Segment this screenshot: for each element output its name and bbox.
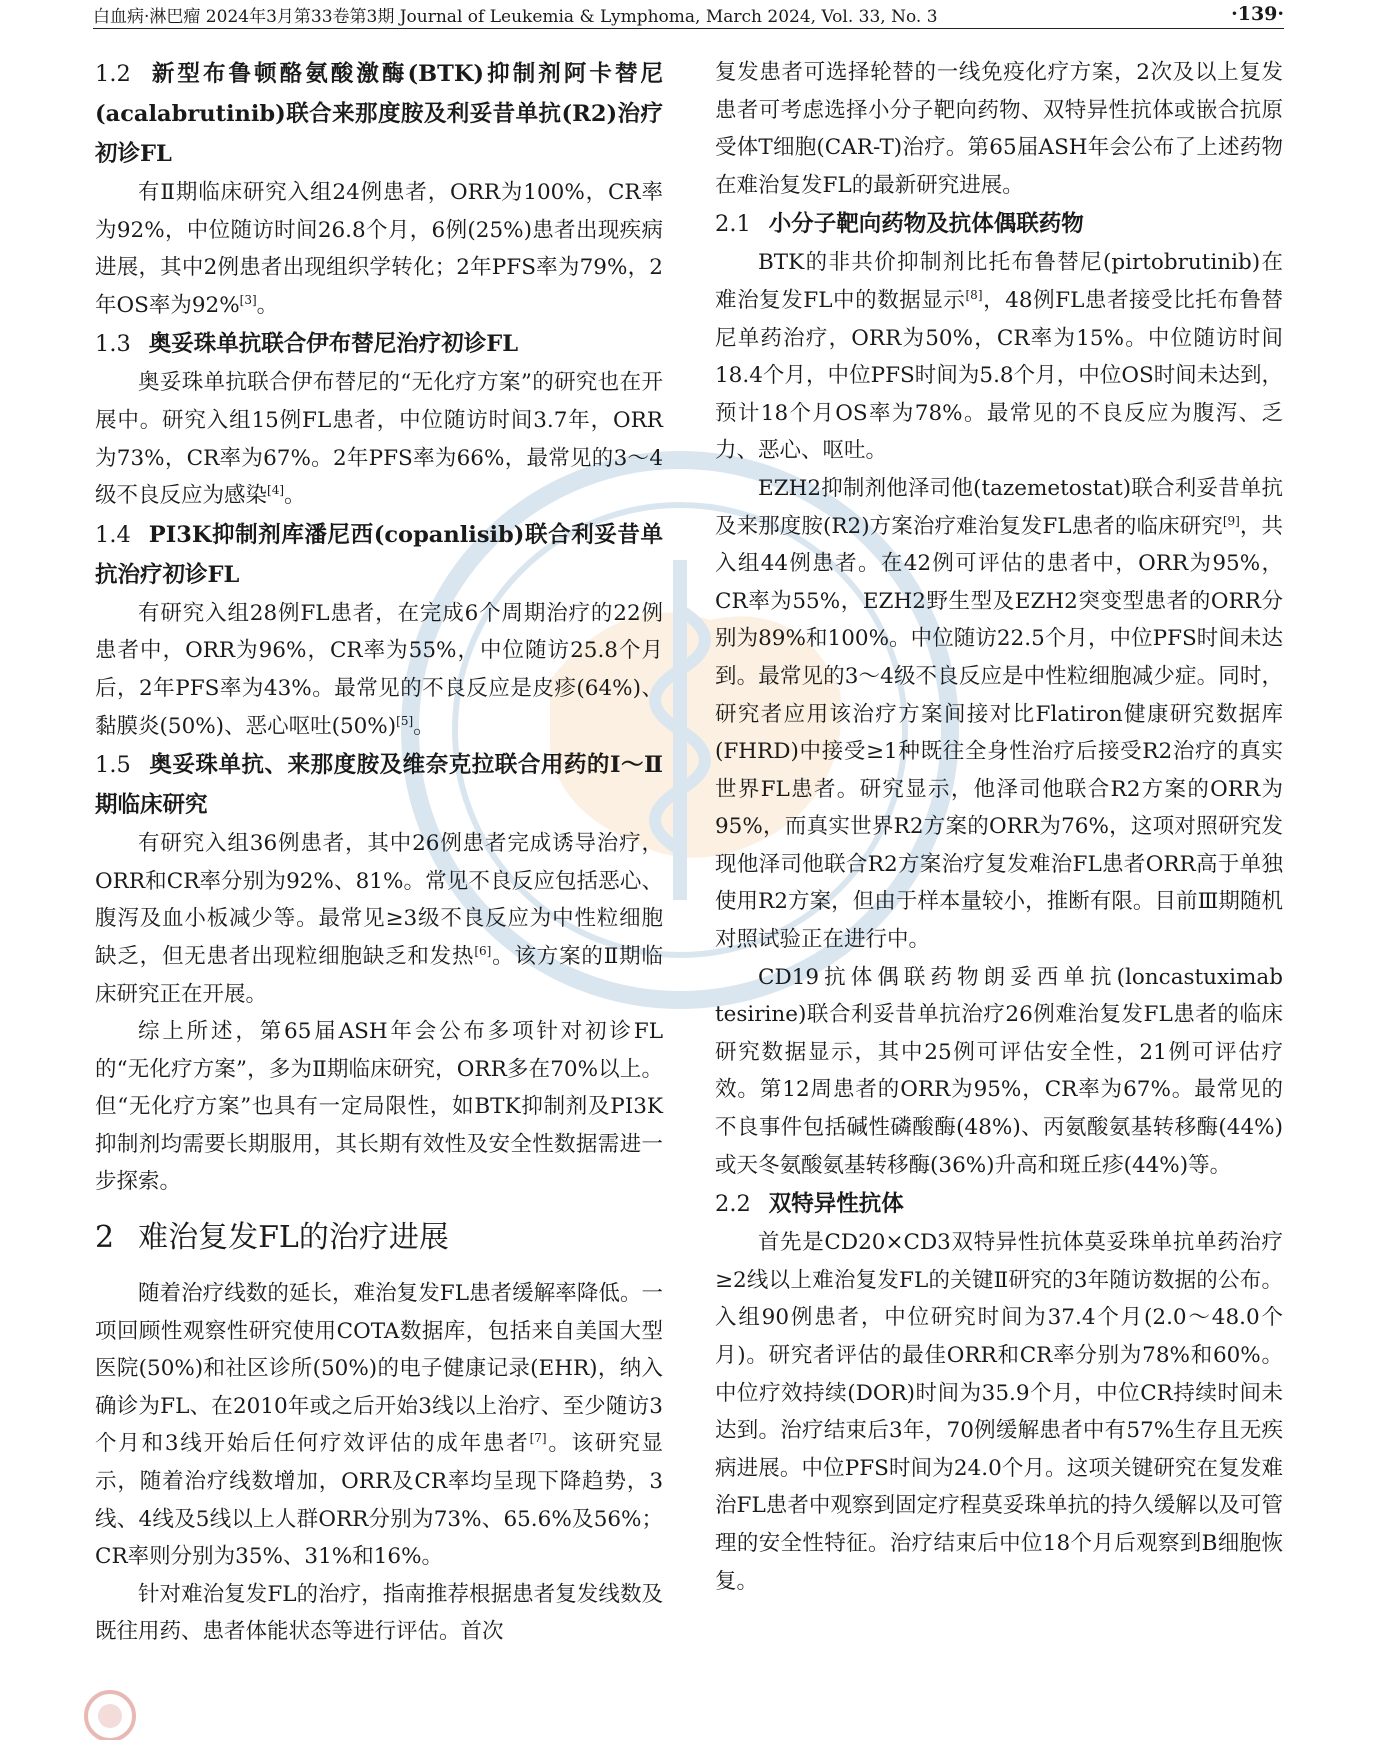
section-2-1-heading: 2.1 小分子靶向药物及抗体偶联药物 — [715, 211, 1084, 238]
running-header — [93, 0, 1284, 29]
section-2-2-para-1: 首先是CD20×CD3双特异性抗体莫妥珠单抗单药治疗≥2线以上难治复发FL的关键Ⅱ研究的3年随访数据的公布。入组90例患者，中位研究时间为37.4个月(2.0～48.0个月)。研究者评估的最佳ORR和CR率分别为78%和60%。中位疗效持续(DOR)时间为35.9个月，中位CR持续时间未达到。治疗结束后3年，70例缓解患者中有57%生存且无疾病进展。中位PFS时间为24.0个月。这项关键研究在复发难治FL患者中观察到固定疗程莫妥珠单抗的持久缓解以及可管理的安全性特征。治疗结束后中位18个月后观察到B细胞恢复。 — [715, 1230, 1283, 1594]
publisher-seal-icon — [80, 1686, 140, 1740]
section-2-1-para-2: EZH2抑制剂他泽司他(tazemetostat)联合利妥昔单抗及来那度胺(R2)方案治疗难治复发FL患者的临床研究[9]，共入组44例患者。在42例可评估的患者中，ORR为95%，CR率为55%，EZH2野生型及EZH2突变型患者的ORR分别为89%和100%。中位随访22.5个月，中位PFS时间未达到。最常见的3～4级不良反应是中性粒细胞减少症。同时，研究者应用该治疗方案间接对比Flatiron健康研究数据库(FHRD)中接受≥1种既往全身性治疗后接受R2治疗的真实世界FL患者。研究显示，他泽司他联合R2方案的ORR为95%，而真实世界R2方案的ORR为76%，这项对照研究发现他泽司他联合R2方案治疗复发难治FL患者ORR高于单独使用R2方案，但由于样本量较小，推断有限。目前Ⅲ期随机对照试验正在进行中。 — [715, 475, 1283, 953]
section-2-1-para-1: BTK的非共价抑制剂比托布鲁替尼(pirtobrutinib)在难治复发FL中的数据显示[8]，48例FL患者接受比托布鲁替尼单药治疗，ORR为50%，CR率为15%。中位随访时间18.4个月，中位PFS时间为5.8个月，中位OS时间未达到，预计18个月OS率为78%。最常见的不良反应为腹泻、乏力、恶心、呕吐。 — [715, 250, 1283, 464]
summary-para: 综上所述，第65届ASH年会公布多项针对初诊FL的“无化疗方案”，多为Ⅱ期临床研究，ORR多在70%以上。但“无化疗方案”也具有一定局限性，如BTK抑制剂及PI3K抑制剂均需要长期服用，其长期有效性及安全性数据需进一步探索。 — [95, 1019, 663, 1195]
section-2-2-heading: 2.2 双特异性抗体 — [715, 1191, 904, 1218]
section-2-heading: 2 难治复发FL的治疗进展 — [95, 1220, 449, 1256]
section-1-3-para: 奥妥珠单抗联合伊布替尼的“无化疗方案”的研究也在开展中。研究入组15例FL患者，中位随访时间3.7年，ORR为73%，CR率为67%。2年PFS率为66%，最常见的3～4级不良反应为感染[4]。 — [95, 370, 663, 509]
section-2-para-2: 针对难治复发FL的治疗，指南推荐根据患者复发线数及既往用药、患者体能状态等进行评估。首次 — [95, 1581, 663, 1645]
left-column — [95, 54, 663, 1651]
right-column — [715, 54, 1283, 1600]
section-1-2-para: 有Ⅱ期临床研究入组24例患者，ORR为100%，CR率为92%，中位随访时间26.8个月，6例(25%)患者出现疾病进展，其中2例患者出现组织学转化；2年PFS率为79%，2年OS率为92%[3]。 — [95, 180, 663, 318]
section-1-4-heading: 1.4 PI3K抑制剂库潘尼西(copanlisib)联合利妥昔单抗治疗初诊FL — [95, 521, 663, 588]
journal-title: 白血病·淋巴瘤 2024年3月第33卷第3期 Journal of Leukemia & Lymphoma, March 2024, Vol. 33, No. 3 — [93, 6, 938, 27]
page-number: ·139· — [1231, 3, 1284, 25]
section-1-5-heading: 1.5 奥妥珠单抗、来那度胺及维奈克拉联合用药的Ⅰ～Ⅱ期临床研究 — [95, 752, 663, 819]
section-1-2-heading: 1.2 新型布鲁顿酪氨酸激酶(BTK)抑制剂阿卡替尼(acalabrutinib)联合来那度胺及利妥昔单抗(R2)治疗初诊FL — [95, 61, 663, 167]
section-1-4-para: 有研究入组28例FL患者，在完成6个周期治疗的22例患者中，ORR为96%，CR率为55%，中位随访25.8个月后，2年PFS率为43%。最常见的不良反应是皮疹(64%)、黏膜炎(50%)、恶心呕吐(50%)[5]。 — [95, 600, 663, 739]
section-2-para-1: 随着治疗线数的延长，难治复发FL患者缓解率降低。一项回顾性观察性研究使用COTA数据库，包括来自美国大型医院(50%)和社区诊所(50%)的电子健康记录(EHR)，纳入确诊为FL、在2010年或之后开始3线以上治疗、至少随访3个月和3线开始后任何疗效评估的成年患者[7]。该研究显示，随着治疗线数增加，ORR及CR率均呈现下降趋势，3线、4线及5线以上人群ORR分别为73%、65.6%及56%；CR率则分别为35%、31%和16%。 — [95, 1281, 663, 1570]
section-2-1-para-3: CD19抗体偶联药物朗妥西单抗(loncastuximab tesirine)联合利妥昔单抗治疗26例难治复发FL患者的临床研究数据显示，其中25例可评估安全性，21例可评估疗效。第12周患者的ORR为95%，CR率为67%。最常见的不良事件包括碱性磷酸酶(48%)、丙氨酸氨基转移酶(44%)或天冬氨酸氨基转移酶(36%)升高和斑丘疹(44%)等。 — [715, 964, 1283, 1178]
section-1-5-para: 有研究入组36例患者，其中26例患者完成诱导治疗，ORR和CR率分别为92%、81%。常见不良反应包括恶心、腹泻及血小板减少等。最常见≥3级不良反应为中性粒细胞缺乏，但无患者出现粒细胞缺乏和发热[6]。该方案的Ⅱ期临床研究正在开展。 — [95, 831, 663, 1007]
section-1-3-heading: 1.3 奥妥珠单抗联合伊布替尼治疗初诊FL — [95, 331, 519, 358]
continued-para: 复发患者可选择轮替的一线免疫化疗方案，2次及以上复发患者可考虑选择小分子靶向药物、双特异性抗体或嵌合抗原受体T细胞(CAR-T)治疗。第65届ASH年会公布了上述药物在难治复发FL的最新研究进展。 — [715, 60, 1283, 198]
